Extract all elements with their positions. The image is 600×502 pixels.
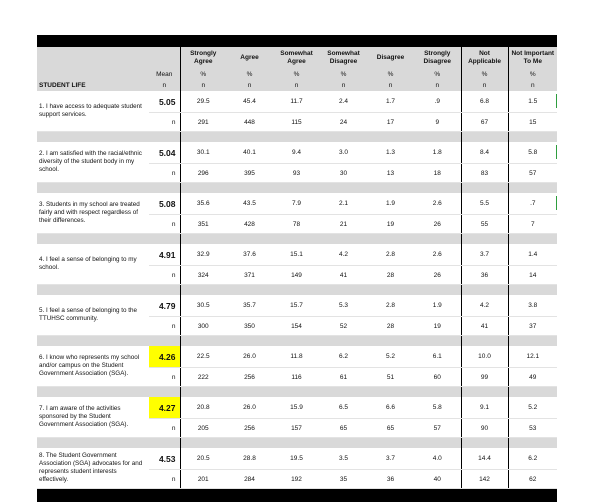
separator-cell xyxy=(461,336,508,347)
separator-cell xyxy=(226,438,273,449)
separator-cell xyxy=(273,285,320,296)
count-cell: 99 xyxy=(461,368,508,387)
unit-n: n xyxy=(461,80,508,91)
separator-cell xyxy=(367,438,414,449)
separator-cell xyxy=(180,132,226,143)
count-cell: 116 xyxy=(273,368,320,387)
count-cell: 115 xyxy=(273,113,320,132)
separator-cell xyxy=(180,438,226,449)
cell-marker xyxy=(556,94,557,108)
separator-cell xyxy=(149,438,180,449)
mean-score: 5.04 xyxy=(149,142,180,164)
unit-n: n xyxy=(320,80,367,91)
count-cell: 26 xyxy=(414,266,461,285)
percent-cell: 12.1 xyxy=(508,346,557,368)
percent-cell: 20.8 xyxy=(180,397,226,419)
separator-cell xyxy=(37,387,149,398)
percent-cell: 5.8 xyxy=(508,142,557,164)
percent-cell: 1.5 xyxy=(508,91,557,113)
percent-cell: 3.0 xyxy=(320,142,367,164)
count-cell: 428 xyxy=(226,215,273,234)
unit-pct: % xyxy=(461,68,508,80)
count-cell: 7 xyxy=(508,215,557,234)
row-separator xyxy=(37,438,557,449)
unit-pct: % xyxy=(367,68,414,80)
count-cell: 222 xyxy=(180,368,226,387)
count-cell: 57 xyxy=(414,419,461,438)
percent-cell: 1.7 xyxy=(367,91,414,113)
header-blank-mean xyxy=(149,47,180,68)
count-cell: 52 xyxy=(320,317,367,336)
count-cell: 256 xyxy=(226,419,273,438)
row-separator xyxy=(37,183,557,194)
question-row-percent xyxy=(37,193,557,215)
separator-cell xyxy=(508,132,557,143)
count-cell: 93 xyxy=(273,164,320,183)
percent-cell: 32.9 xyxy=(180,244,226,266)
percent-cell: 26.0 xyxy=(226,397,273,419)
separator-cell xyxy=(180,234,226,245)
count-cell: 41 xyxy=(461,317,508,336)
separator-cell xyxy=(508,285,557,296)
separator-cell xyxy=(226,387,273,398)
percent-cell: 2.4 xyxy=(320,91,367,113)
separator-cell xyxy=(320,438,367,449)
count-cell: 192 xyxy=(273,470,320,489)
count-cell: 67 xyxy=(461,113,508,132)
percent-cell: 4.2 xyxy=(320,244,367,266)
percent-cell: 5.5 xyxy=(461,193,508,215)
separator-cell xyxy=(414,336,461,347)
unit-n: n xyxy=(508,80,557,91)
separator-cell xyxy=(414,438,461,449)
question-text: 7. I am aware of the activities sponsored by the Student Government Association (SGA). xyxy=(37,397,149,438)
row-separator xyxy=(37,132,557,143)
separator-cell xyxy=(180,336,226,347)
percent-cell: 6.2 xyxy=(508,448,557,470)
unit-pct: % xyxy=(414,68,461,80)
unit-row-percent xyxy=(37,68,557,80)
count-cell: 61 xyxy=(320,368,367,387)
percent-cell: 22.5 xyxy=(180,346,226,368)
row-separator xyxy=(37,285,557,296)
percent-cell: 20.5 xyxy=(180,448,226,470)
question-row-percent xyxy=(37,142,557,164)
count-cell: 37 xyxy=(508,317,557,336)
count-cell: 65 xyxy=(320,419,367,438)
question-row-percent xyxy=(37,397,557,419)
header-not-applicable: Not Applicable xyxy=(461,47,508,68)
count-cell: 36 xyxy=(367,470,414,489)
question-row-percent xyxy=(37,448,557,470)
header-strongly-disagree: Strongly Disagree xyxy=(414,47,461,68)
separator-cell xyxy=(461,438,508,449)
percent-cell: 15.9 xyxy=(273,397,320,419)
percent-cell: 15.7 xyxy=(273,295,320,317)
separator-cell xyxy=(414,285,461,296)
header-disagree: Disagree xyxy=(367,47,414,68)
count-cell: 205 xyxy=(180,419,226,438)
mean-score: 4.26 xyxy=(149,346,180,368)
count-cell: 201 xyxy=(180,470,226,489)
count-cell: 15 xyxy=(508,113,557,132)
count-cell: 28 xyxy=(367,317,414,336)
row-separator xyxy=(37,387,557,398)
question-text: 3. Students in my school are treated fairly and with respect regardless of their differences. xyxy=(37,193,149,234)
unit-pct: % xyxy=(320,68,367,80)
separator-cell xyxy=(367,132,414,143)
separator-cell xyxy=(149,234,180,245)
percent-cell: 3.8 xyxy=(508,295,557,317)
separator-cell xyxy=(37,336,149,347)
separator-cell xyxy=(273,183,320,194)
mean-n-label: n xyxy=(149,419,180,438)
count-cell: 351 xyxy=(180,215,226,234)
percent-cell: 2.8 xyxy=(367,244,414,266)
separator-cell xyxy=(273,234,320,245)
percent-cell: 15.1 xyxy=(273,244,320,266)
unit-n: n xyxy=(367,80,414,91)
count-cell: 154 xyxy=(273,317,320,336)
percent-cell: 19.5 xyxy=(273,448,320,470)
question-row-percent xyxy=(37,346,557,368)
unit-row-n xyxy=(37,80,557,91)
count-cell: 13 xyxy=(367,164,414,183)
count-cell: 284 xyxy=(226,470,273,489)
mean-score: 4.91 xyxy=(149,244,180,266)
count-cell: 60 xyxy=(414,368,461,387)
cell-marker xyxy=(556,145,557,159)
percent-cell: 1.9 xyxy=(367,193,414,215)
header-somewhat-disagree: Somewhat Disagree xyxy=(320,47,367,68)
separator-cell xyxy=(461,234,508,245)
percent-cell: 6.1 xyxy=(414,346,461,368)
percent-cell: 28.8 xyxy=(226,448,273,470)
survey-spreadsheet xyxy=(37,35,557,451)
percent-cell: 11.8 xyxy=(273,346,320,368)
unit-n: n xyxy=(414,80,461,91)
separator-cell xyxy=(273,132,320,143)
percent-cell: 2.1 xyxy=(320,193,367,215)
row-separator xyxy=(37,234,557,245)
count-cell: 36 xyxy=(461,266,508,285)
separator-cell xyxy=(320,387,367,398)
header-agree: Agree xyxy=(226,47,273,68)
separator-cell xyxy=(414,387,461,398)
question-text: 6. I know who represents my school and/or campus on the Student Government Association (SGA). xyxy=(37,346,149,387)
count-cell: 24 xyxy=(320,113,367,132)
separator-cell xyxy=(37,183,149,194)
mean-n-label: n xyxy=(149,368,180,387)
separator-cell xyxy=(226,183,273,194)
survey-table xyxy=(37,35,557,502)
count-cell: 28 xyxy=(367,266,414,285)
percent-cell: 40.1 xyxy=(226,142,273,164)
count-cell: 157 xyxy=(273,419,320,438)
unit-blank xyxy=(37,68,149,80)
separator-cell xyxy=(149,387,180,398)
cell-marker xyxy=(556,196,557,210)
separator-cell xyxy=(508,234,557,245)
percent-cell: 4.2 xyxy=(461,295,508,317)
count-cell: 296 xyxy=(180,164,226,183)
count-cell: 448 xyxy=(226,113,273,132)
question-text: 5. I feel a sense of belonging to the TTUHSC community. xyxy=(37,295,149,336)
percent-cell: 1.8 xyxy=(414,142,461,164)
column-header-row xyxy=(37,47,557,68)
separator-cell xyxy=(226,234,273,245)
percent-cell: 3.7 xyxy=(461,244,508,266)
header-strongly-agree: Strongly Agree xyxy=(180,47,226,68)
count-cell: 19 xyxy=(367,215,414,234)
separator-cell xyxy=(367,234,414,245)
separator-cell xyxy=(461,285,508,296)
question-text: 4. I feel a sense of belonging to my school. xyxy=(37,244,149,285)
mean-score: 5.08 xyxy=(149,193,180,215)
count-cell: 35 xyxy=(320,470,367,489)
separator-cell xyxy=(367,336,414,347)
separator-cell xyxy=(414,183,461,194)
separator-cell xyxy=(320,183,367,194)
count-cell: 57 xyxy=(508,164,557,183)
question-row-percent xyxy=(37,244,557,266)
unit-pct: % xyxy=(273,68,320,80)
count-cell: 53 xyxy=(508,419,557,438)
mean-n-label: n xyxy=(149,164,180,183)
percent-cell: 2.6 xyxy=(414,193,461,215)
count-cell: 21 xyxy=(320,215,367,234)
percent-cell: 1.4 xyxy=(508,244,557,266)
count-cell: 90 xyxy=(461,419,508,438)
separator-cell xyxy=(320,234,367,245)
percent-cell: .9 xyxy=(414,91,461,113)
count-cell: 142 xyxy=(461,470,508,489)
unit-pct: % xyxy=(180,68,226,80)
count-cell: 9 xyxy=(414,113,461,132)
unit-n: n xyxy=(273,80,320,91)
separator-cell xyxy=(180,387,226,398)
count-cell: 83 xyxy=(461,164,508,183)
separator-cell xyxy=(367,285,414,296)
separator-cell xyxy=(149,132,180,143)
percent-cell: 5.8 xyxy=(414,397,461,419)
percent-cell: 10.0 xyxy=(461,346,508,368)
percent-cell: 7.9 xyxy=(273,193,320,215)
separator-cell xyxy=(414,132,461,143)
separator-cell xyxy=(461,387,508,398)
percent-cell: 5.2 xyxy=(367,346,414,368)
unit-n: n xyxy=(180,80,226,91)
separator-cell xyxy=(414,234,461,245)
separator-cell xyxy=(320,285,367,296)
separator-cell xyxy=(37,285,149,296)
top-black-bar xyxy=(37,35,557,47)
percent-cell: .7 xyxy=(508,193,557,215)
percent-cell: 6.6 xyxy=(367,397,414,419)
count-cell: 149 xyxy=(273,266,320,285)
mean-score: 5.05 xyxy=(149,91,180,113)
mean-n-label: n xyxy=(149,113,180,132)
count-cell: 17 xyxy=(367,113,414,132)
separator-cell xyxy=(461,132,508,143)
separator-cell xyxy=(37,132,149,143)
separator-cell xyxy=(508,336,557,347)
question-row-percent xyxy=(37,91,557,113)
mean-n-label: n xyxy=(149,317,180,336)
count-cell: 78 xyxy=(273,215,320,234)
separator-cell xyxy=(149,285,180,296)
mean-n-label: n xyxy=(149,266,180,285)
separator-cell xyxy=(180,183,226,194)
header-not-important: Not Important To Me xyxy=(508,47,557,68)
separator-cell xyxy=(367,183,414,194)
header-somewhat-agree: Somewhat Agree xyxy=(273,47,320,68)
percent-cell: 4.0 xyxy=(414,448,461,470)
percent-cell: 5.3 xyxy=(320,295,367,317)
question-row-percent xyxy=(37,295,557,317)
count-cell: 62 xyxy=(508,470,557,489)
percent-cell: 1.9 xyxy=(414,295,461,317)
percent-cell: 35.6 xyxy=(180,193,226,215)
percent-cell: 2.6 xyxy=(414,244,461,266)
count-cell: 65 xyxy=(367,419,414,438)
separator-cell xyxy=(461,183,508,194)
count-cell: 41 xyxy=(320,266,367,285)
separator-cell xyxy=(367,387,414,398)
count-cell: 395 xyxy=(226,164,273,183)
header-blank xyxy=(37,47,149,68)
count-cell: 49 xyxy=(508,368,557,387)
mean-score: 4.27 xyxy=(149,397,180,419)
separator-cell xyxy=(226,336,273,347)
percent-cell: 3.5 xyxy=(320,448,367,470)
percent-cell: 5.2 xyxy=(508,397,557,419)
mean-n-label: n xyxy=(149,215,180,234)
count-cell: 18 xyxy=(414,164,461,183)
percent-cell: 37.6 xyxy=(226,244,273,266)
separator-cell xyxy=(149,336,180,347)
mean-score: 4.79 xyxy=(149,295,180,317)
count-cell: 55 xyxy=(461,215,508,234)
percent-cell: 6.5 xyxy=(320,397,367,419)
mean-label: Mean xyxy=(149,68,180,80)
percent-cell: 35.7 xyxy=(226,295,273,317)
percent-cell: 6.8 xyxy=(461,91,508,113)
count-cell: 30 xyxy=(320,164,367,183)
count-cell: 256 xyxy=(226,368,273,387)
percent-cell: 2.8 xyxy=(367,295,414,317)
separator-cell xyxy=(508,387,557,398)
percent-cell: 6.2 xyxy=(320,346,367,368)
percent-cell: 30.1 xyxy=(180,142,226,164)
count-cell: 371 xyxy=(226,266,273,285)
percent-cell: 26.0 xyxy=(226,346,273,368)
unit-pct: % xyxy=(226,68,273,80)
count-cell: 14 xyxy=(508,266,557,285)
separator-cell xyxy=(226,132,273,143)
count-cell: 26 xyxy=(414,215,461,234)
percent-cell: 43.5 xyxy=(226,193,273,215)
count-cell: 40 xyxy=(414,470,461,489)
percent-cell: 45.4 xyxy=(226,91,273,113)
separator-cell xyxy=(508,183,557,194)
percent-cell: 1.3 xyxy=(367,142,414,164)
percent-cell: 30.5 xyxy=(180,295,226,317)
separator-cell xyxy=(320,336,367,347)
percent-cell: 29.5 xyxy=(180,91,226,113)
percent-cell: 8.4 xyxy=(461,142,508,164)
count-cell: 350 xyxy=(226,317,273,336)
separator-cell xyxy=(37,234,149,245)
separator-cell xyxy=(273,438,320,449)
separator-cell xyxy=(273,387,320,398)
percent-cell: 11.7 xyxy=(273,91,320,113)
section-label: STUDENT LIFE xyxy=(37,80,149,91)
separator-cell xyxy=(37,438,149,449)
separator-cell xyxy=(508,438,557,449)
mean-n-label: n xyxy=(149,470,180,489)
separator-cell xyxy=(180,285,226,296)
count-cell: 324 xyxy=(180,266,226,285)
separator-cell xyxy=(149,183,180,194)
row-separator xyxy=(37,336,557,347)
count-cell: 51 xyxy=(367,368,414,387)
question-text: 2. I am satisfied with the racial/ethnic diversity of the student body in my school. xyxy=(37,142,149,183)
percent-cell: 3.7 xyxy=(367,448,414,470)
count-cell: 291 xyxy=(180,113,226,132)
question-text: 8. The Student Government Association (SGA) advocates for and represents student interests effectively. xyxy=(37,448,149,489)
unit-n: n xyxy=(149,80,180,91)
separator-cell xyxy=(273,336,320,347)
percent-cell: 9.4 xyxy=(273,142,320,164)
separator-cell xyxy=(320,132,367,143)
mean-score: 4.53 xyxy=(149,448,180,470)
percent-cell: 9.1 xyxy=(461,397,508,419)
count-cell: 19 xyxy=(414,317,461,336)
unit-pct: % xyxy=(508,68,557,80)
separator-cell xyxy=(226,285,273,296)
unit-n: n xyxy=(226,80,273,91)
percent-cell: 14.4 xyxy=(461,448,508,470)
question-text: 1. I have access to adequate student support services. xyxy=(37,91,149,132)
count-cell: 300 xyxy=(180,317,226,336)
